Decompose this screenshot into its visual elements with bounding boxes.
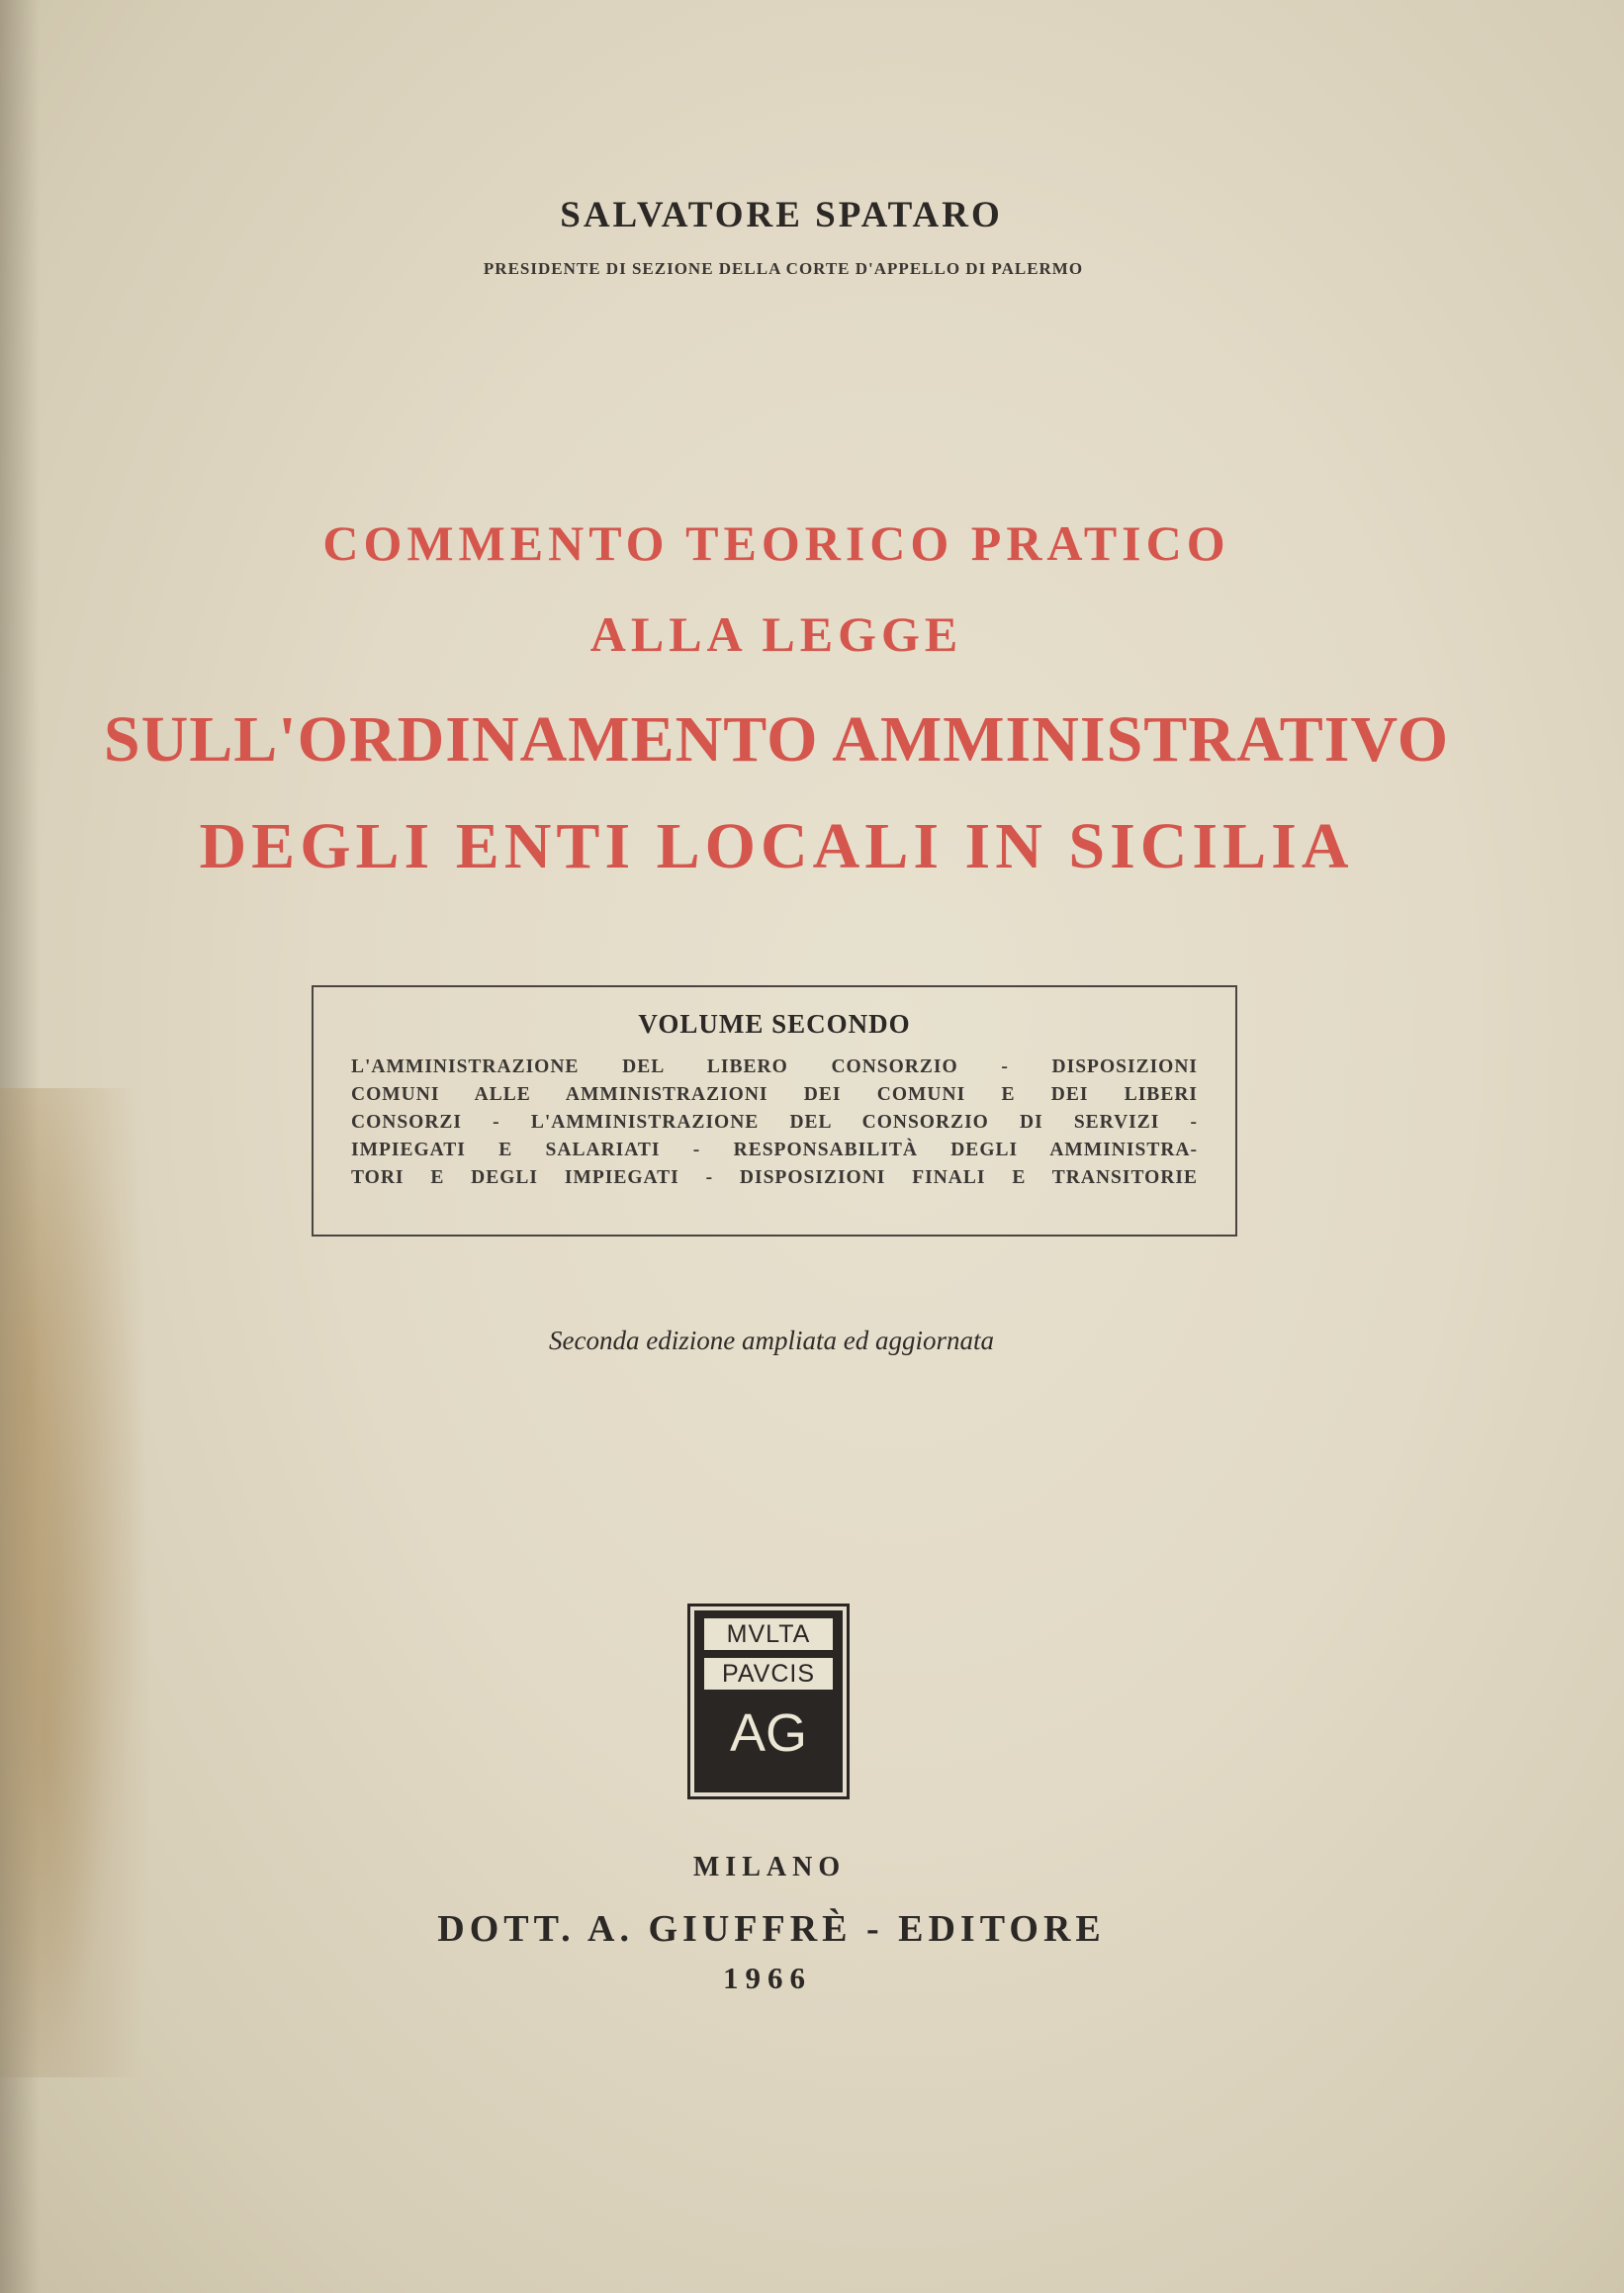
logo-word-2: PAVCIS xyxy=(704,1658,833,1690)
volume-contents-line: CONSORZI - L'AMMINISTRAZIONE DEL CONSORZIO DI SERVIZI - xyxy=(351,1112,1198,1133)
logo-word-1: MVLTA xyxy=(704,1618,833,1650)
title-line-1: COMMENTO TEORICO PRATICO xyxy=(322,515,1230,571)
title-line-4: DEGLI ENTI LOCALI IN SICILIA xyxy=(199,810,1354,882)
logo-initials: AG xyxy=(729,1703,808,1763)
volume-contents-line: TORI E DEGLI IMPIEGATI - DISPOSIZIONI FINALI E TRANSITORIE xyxy=(351,1167,1198,1188)
volume-box xyxy=(312,985,1237,1237)
author-role: PRESIDENTE DI SEZIONE DELLA CORTE D'APPELLO DI PALERMO xyxy=(483,259,1084,278)
volume-title: VOLUME SECONDO xyxy=(638,1009,911,1039)
imprint-year: 1966 xyxy=(723,1961,812,1995)
edition-note: Seconda edizione ampliata ed aggiornata xyxy=(549,1326,994,1355)
title-line-2: ALLA LEGGE xyxy=(589,606,963,662)
volume-contents-line: L'AMMINISTRAZIONE DEL LIBERO CONSORZIO - DISPOSIZIONI xyxy=(351,1056,1198,1077)
page-edge-shadow xyxy=(0,0,40,2293)
volume-contents xyxy=(351,1054,1198,1192)
publisher-logo xyxy=(690,1606,847,1796)
imprint-city: MILANO xyxy=(692,1852,847,1882)
imprint-publisher: DOTT. A. GIUFFRÈ - EDITORE xyxy=(437,1908,1106,1950)
volume-contents-line: COMUNI ALLE AMMINISTRAZIONI DEI COMUNI E DEI LIBERI xyxy=(351,1084,1198,1105)
author-name: SALVATORE SPATARO xyxy=(560,195,1003,235)
volume-contents-line: IMPIEGATI E SALARIATI - RESPONSABILITÀ DEGLI AMMINISTRA- xyxy=(351,1140,1198,1160)
title-line-3: SULL'ORDINAMENTO AMMINISTRATIVO xyxy=(103,703,1450,776)
